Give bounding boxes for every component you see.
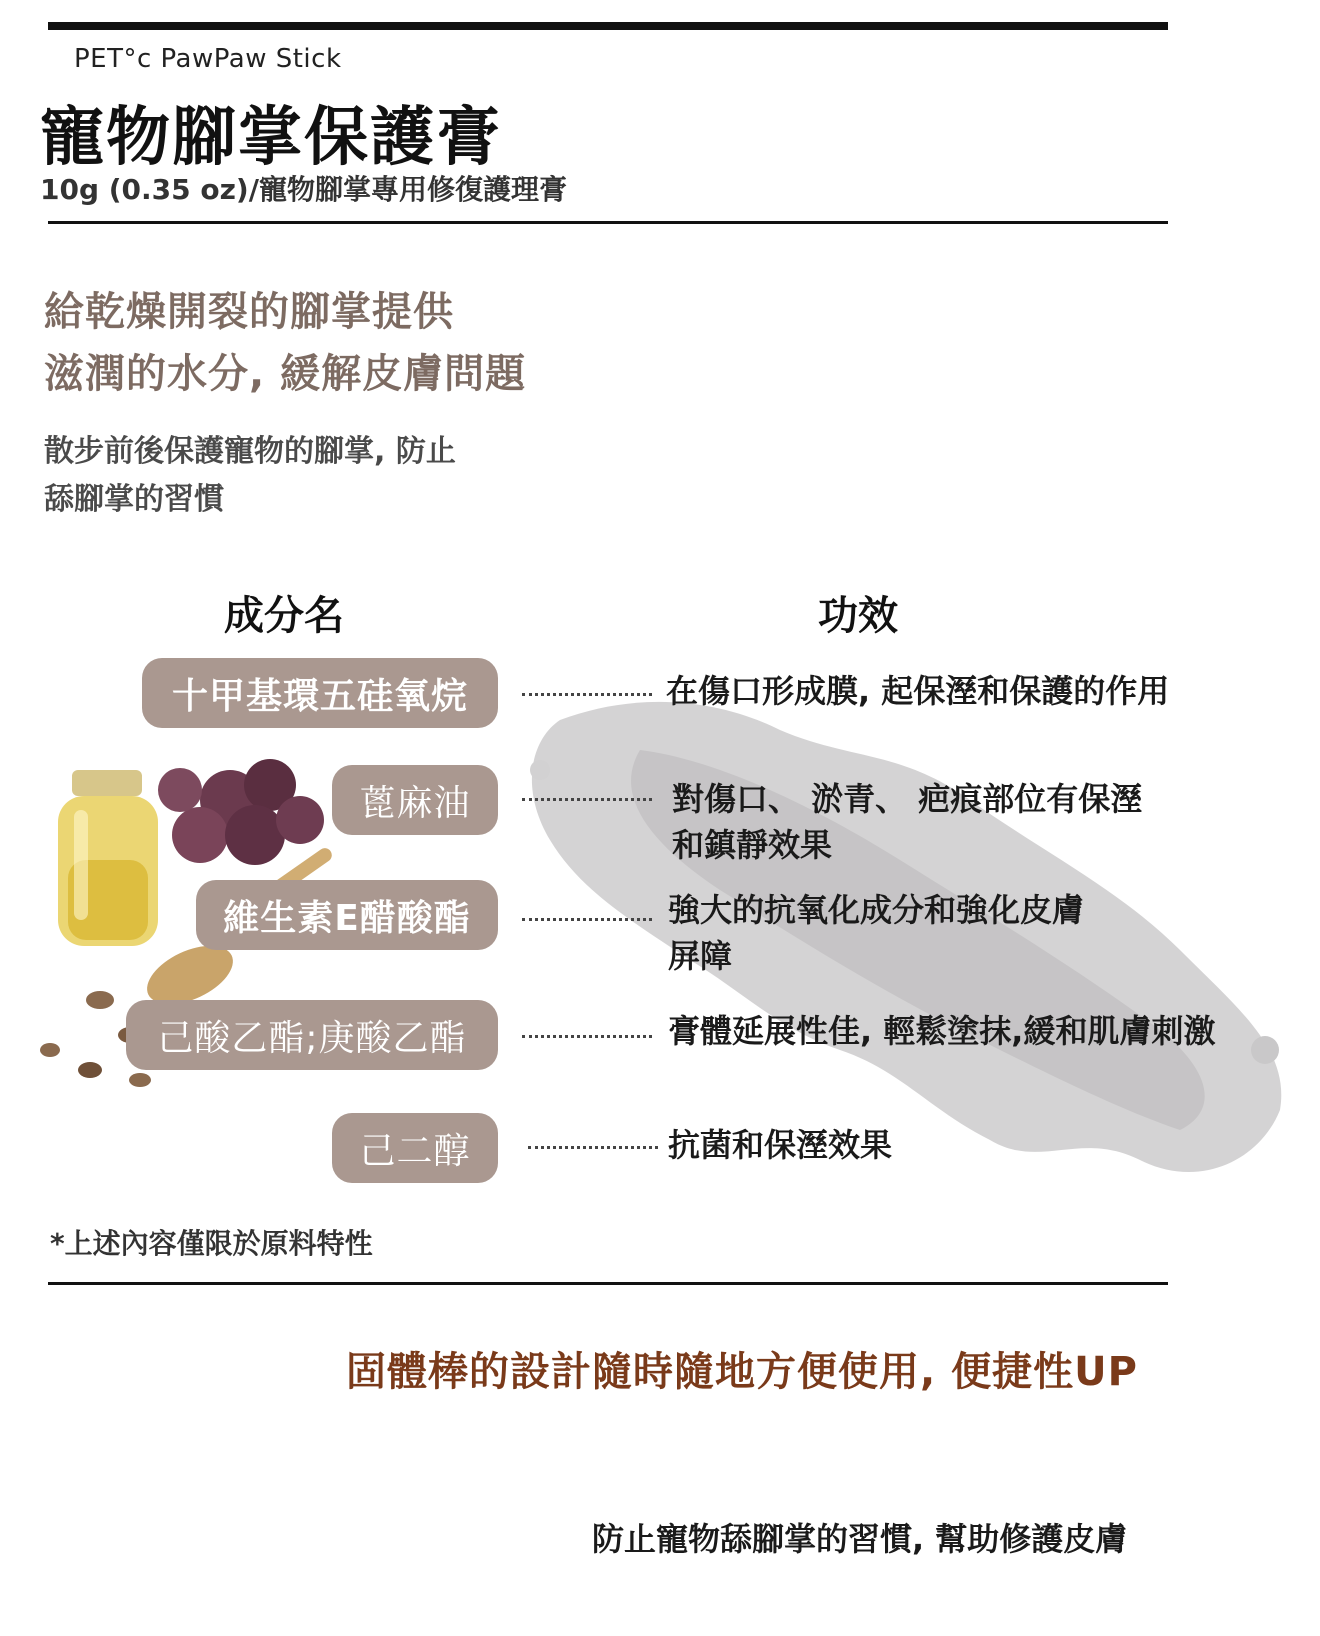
bottom-divider: [48, 1282, 1168, 1285]
balm-smear-image: [520, 690, 1300, 1210]
dotted-leader: [522, 693, 652, 696]
dotted-leader: [522, 798, 652, 801]
brand-name: PET°c PawPaw Stick: [74, 44, 342, 74]
dotted-leader: [528, 1146, 658, 1149]
ingredient-pill-4: 己酸乙酯;庚酸乙酯: [126, 1000, 498, 1070]
effect-text-5: 抗菌和保溼效果: [668, 1126, 893, 1164]
effect-text-3-line1: 強大的抗氧化成分和強化皮膚: [668, 891, 1085, 929]
intro-headline-line2: 滋潤的水分, 緩解皮膚問題: [44, 351, 527, 397]
ingredient-pill-1: 十甲基環五硅氧烷: [142, 658, 498, 728]
ingredient-pill-5: 己二醇: [332, 1113, 498, 1183]
effect-text-2-line1: 對傷口、 淤青、 疤痕部位有保溼: [672, 780, 1143, 818]
dotted-leader: [522, 1035, 652, 1038]
product-title: 寵物腳掌保護膏: [40, 101, 502, 175]
intro-desc-line2: 舔腳掌的習慣: [44, 482, 224, 517]
intro-headline-line1: 給乾燥開裂的腳掌提供: [44, 289, 454, 335]
footnote: *上述內容僅限於原料特性: [50, 1227, 373, 1260]
effect-text-2-line2: 和鎮靜效果: [672, 826, 833, 864]
ingredient-pill-3: 維生素E醋酸酯: [196, 880, 498, 950]
ingredient-pill-2: 蓖麻油: [332, 765, 498, 835]
header-divider: [48, 221, 1168, 224]
effect-text-3-line2: 屏障: [668, 937, 733, 975]
top-rule: [48, 22, 1168, 30]
castor-fruit-icon: [158, 759, 324, 865]
bottom-text: 防止寵物舔腳掌的習慣, 幫助修護皮膚: [592, 1520, 1128, 1558]
effect-text-1: 在傷口形成膜, 起保溼和保護的作用: [666, 672, 1170, 710]
effect-text-4: 膏體延展性佳, 輕鬆塗抹,緩和肌膚刺激: [668, 1012, 1216, 1050]
product-subtitle: 10g (0.35 oz)/寵物腳掌專用修復護理膏: [40, 173, 567, 206]
dotted-leader: [522, 918, 652, 921]
effect-column-header: 功效: [818, 593, 898, 639]
oil-jar-icon: [58, 770, 158, 946]
ingredient-column-header: 成分名: [224, 593, 344, 639]
bottom-headline: 固體棒的設計隨時隨地方便使用, 便捷性UP: [346, 1349, 1138, 1395]
intro-desc-line1: 散步前後保護寵物的腳掌, 防止: [44, 434, 456, 469]
